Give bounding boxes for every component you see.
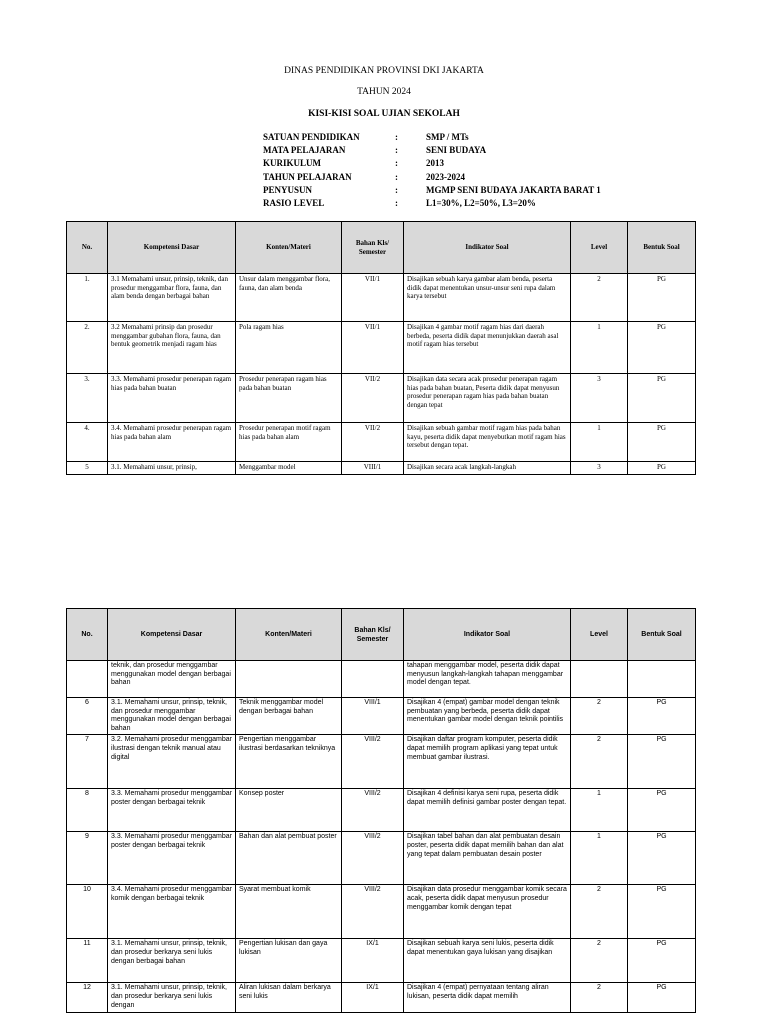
meta-colon: : [395,198,398,209]
meta-colon: : [395,158,398,169]
kompetensi-dasar-cell: 3.2 Memahami prinsip dan prosedur menggambar gubahan flora, fauna, dan bentuk geometrik menjadi ragam hias [108,322,236,374]
table-row [67,274,696,322]
column-header: Kompetensi Dasar [108,222,236,274]
kelas-semester-cell: IX/1 [342,983,404,1013]
materi-cell: Bahan dan alat pembuat poster [236,832,342,885]
meta-colon: : [395,131,398,142]
row-number: 6 [67,698,108,735]
column-header: Indikator Soal [404,222,571,274]
kompetensi-dasar-cell: 3.1 Memahami unsur, prinsip, teknik, dan prosedur menggambar flora, fauna, dan alam benda dengan berbagai bahan [108,274,236,322]
bentuk-soal-cell: PG [628,735,696,789]
document-title: KISI-KISI SOAL UJIAN SEKOLAH [308,109,460,119]
row-number: 9 [67,832,108,885]
indikator-cell: Disajikan sebuah gambar motif ragam hias pada bahan kayu, peserta didik dapat menyebutkan motif ragam hias tersebut dengan tepat. [404,423,571,462]
kompetensi-dasar-cell: 3.1. Memahami unsur, prinsip, teknik, dan prosedur menggambar menggunakan model dengan berbagai bahan [108,698,236,735]
meta-value: L1=30%, L2=50%, L3=20% [426,198,536,209]
bentuk-soal-cell: PG [628,274,696,322]
table-row [67,885,696,939]
indikator-cell: Disajikan 4 (empat) pernyataan tentang aliran lukisan, peserta didik dapat memilih [404,983,571,1013]
column-header: Bahan Kls/ Semester [342,609,404,661]
meta-value: SMP / MTs [426,131,469,142]
meta-block [263,130,601,210]
table-row [67,939,696,983]
level-cell: 2 [571,698,628,735]
materi-cell: Syarat membuat komik [236,885,342,939]
level-cell: 2 [571,274,628,322]
column-header: Konten/Materi [236,609,342,661]
kompetensi-dasar-cell: 3.1. Memahami unsur, prinsip, teknik, dan prosedur berkarya seni lukis dengan [108,983,236,1013]
row-number: 1. [67,274,108,322]
header-line-1: DINAS PENDIDIKAN PROVINSI DKI JAKARTA [284,66,484,76]
materi-cell [236,661,342,698]
kompetensi-dasar-cell: 3.1. Memahami unsur, prinsip, teknik, dan prosedur berkarya seni lukis dengan berbagai bahan [108,939,236,983]
bentuk-soal-cell: PG [628,789,696,832]
level-cell: 2 [571,939,628,983]
meta-colon: : [395,184,398,195]
indikator-cell: Disajikan 4 gambar motif ragam hias dari daerah berbeda, peserta didik dapat menunjukkan daerah asal motif ragam hias tersebut [404,322,571,374]
kelas-semester-cell: VIII/2 [342,832,404,885]
materi-cell: Prosedur penerapan ragam hias pada bahan buatan [236,374,342,423]
meta-value: SENI BUDAYA [426,144,487,155]
column-header: No. [67,222,108,274]
materi-cell: Konsep poster [236,789,342,832]
indikator-cell: Disajikan sebuah karya seni lukis, peserta didik dapat menentukan gaya lukisan yang disajikan [404,939,571,983]
column-header: Kompetensi Dasar [108,609,236,661]
indikator-cell: Disajikan data secara acak prosedur penerapan ragam hias pada bahan buatan, Peserta didik dapat menyusun prosedur penerapan ragam hias pada bahan buatan dengan tepat [404,374,571,423]
row-number: 5 [67,462,108,475]
materi-cell: Prosedur penerapan motif ragam hias pada bahan alam [236,423,342,462]
column-header: Level [571,222,628,274]
kelas-semester-cell: VII/2 [342,374,404,423]
meta-label: MATA PELAJARAN [263,144,346,155]
column-header: Bentuk Soal [628,609,696,661]
indikator-cell: Disajikan secara acak langkah-langkah [404,462,571,475]
meta-value: 2013 [426,158,444,169]
table-row [67,374,696,423]
indikator-cell: Disajikan tabel bahan dan alat pembuatan desain poster, peserta didik dapat memilih bahan dan alat yang tepat dalam pembuatan desain poster [404,832,571,885]
level-cell: 1 [571,789,628,832]
row-number [67,661,108,698]
table-row [67,462,696,475]
bentuk-soal-cell: PG [628,983,696,1013]
table-row [67,735,696,789]
column-header: Bentuk Soal [628,222,696,274]
indikator-cell: Disajikan daftar program komputer, peserta didik dapat memilih program aplikasi yang tepat untuk membuat gambar ilustrasi. [404,735,571,789]
materi-cell: Pengertian lukisan dan gaya lukisan [236,939,342,983]
indikator-cell: tahapan menggambar model, peserta didik dapat menyusun langkah-langkah tahapan menggambar model dengan tepat. [404,661,571,698]
kelas-semester-cell: VIII/2 [342,735,404,789]
meta-label: TAHUN PELAJARAN [263,171,352,182]
table-row [67,423,696,462]
row-number: 11 [67,939,108,983]
row-number: 8 [67,789,108,832]
bentuk-soal-cell: PG [628,885,696,939]
bentuk-soal-cell: PG [628,462,696,475]
kelas-semester-cell: VII/2 [342,423,404,462]
meta-row [263,170,601,183]
kelas-semester-cell: IX/1 [342,939,404,983]
kompetensi-dasar-cell: teknik, dan prosedur menggambar menggunakan model dengan berbagai bahan [108,661,236,698]
level-cell: 2 [571,885,628,939]
meta-value: MGMP SENI BUDAYA JAKARTA BARAT 1 [426,184,601,195]
column-header: Konten/Materi [236,222,342,274]
kelas-semester-cell: VIII/2 [342,789,404,832]
bentuk-soal-cell [628,661,696,698]
level-cell: 1 [571,423,628,462]
meta-row [263,196,601,209]
table-row [67,322,696,374]
kompetensi-dasar-cell: 3.4. Memahami prosedur menggambar komik dengan berbagai teknik [108,885,236,939]
column-header: Level [571,609,628,661]
level-cell [571,661,628,698]
kompetensi-dasar-cell: 3.2. Memahami prosedur menggambar ilustrasi dengan teknik manual atau digital [108,735,236,789]
kelas-semester-cell: VII/1 [342,322,404,374]
row-number: 10 [67,885,108,939]
meta-label: RASIO LEVEL [263,198,325,209]
materi-cell: Unsur dalam menggambar flora, fauna, dan alam benda [236,274,342,322]
level-cell: 1 [571,322,628,374]
indikator-cell: Disajikan 4 definisi karya seni rupa, peserta didik dapat memilih definisi gambar poster dengan tepat. [404,789,571,832]
materi-cell: Pengertian menggambar ilustrasi berdasarkan tekniknya [236,735,342,789]
bentuk-soal-cell: PG [628,939,696,983]
meta-row [263,183,601,196]
row-number: 12 [67,983,108,1013]
kelas-semester-cell: VIII/1 [342,462,404,475]
level-cell: 3 [571,462,628,475]
meta-label: KURIKULUM [263,158,321,169]
kompetensi-dasar-cell: 3.1. Memahami unsur, prinsip, [108,462,236,475]
kompetensi-dasar-cell: 3.3. Memahami prosedur menggambar poster dengan berbagai teknik [108,789,236,832]
materi-cell: Aliran lukisan dalam berkarya seni lukis [236,983,342,1013]
materi-cell: Pola ragam hias [236,322,342,374]
meta-label: PENYUSUN [263,184,313,195]
column-header: No. [67,609,108,661]
column-header: Indikator Soal [404,609,571,661]
table-row [67,983,696,1013]
row-number: 4. [67,423,108,462]
kelas-semester-cell: VIII/2 [342,885,404,939]
meta-value: 2023-2024 [426,171,465,182]
bentuk-soal-cell: PG [628,374,696,423]
table-row [67,832,696,885]
grid-table-1 [66,221,696,475]
bentuk-soal-cell: PG [628,832,696,885]
meta-colon: : [395,171,398,182]
materi-cell: Teknik menggambar model dengan berbagai bahan [236,698,342,735]
bentuk-soal-cell: PG [628,698,696,735]
kelas-semester-cell: VIII/1 [342,698,404,735]
materi-cell: Menggambar model [236,462,342,475]
level-cell: 3 [571,374,628,423]
grid-table-2 [66,608,696,1013]
bentuk-soal-cell: PG [628,423,696,462]
meta-colon: : [395,144,398,155]
indikator-cell: Disajikan data prosedur menggambar komik secara acak, peserta didik dapat menyusun prosedur menggambar komik dengan tepat [404,885,571,939]
row-number: 7 [67,735,108,789]
kompetensi-dasar-cell: 3.3. Memahami prosedur penerapan ragam hias pada bahan buatan [108,374,236,423]
column-header: Bahan Kls/ Semester [342,222,404,274]
kelas-semester-cell: VII/1 [342,274,404,322]
level-cell: 2 [571,983,628,1013]
row-number: 2. [67,322,108,374]
meta-row [263,157,601,170]
table-row [67,661,696,698]
row-number: 3. [67,374,108,423]
meta-label: SATUAN PENDIDIKAN [263,131,360,142]
header-line-2: TAHUN 2024 [357,87,411,97]
table-row [67,789,696,832]
kelas-semester-cell [342,661,404,698]
table-row [67,698,696,735]
meta-row [263,143,601,156]
meta-row [263,130,601,143]
level-cell: 2 [571,735,628,789]
indikator-cell: Disajikan sebuah karya gambar alam benda, peserta didik dapat menentukan unsur-unsur seni rupa dalam karya tersebut [404,274,571,322]
bentuk-soal-cell: PG [628,322,696,374]
kompetensi-dasar-cell: 3.4. Memahami prosedur penerapan ragam hias pada bahan alam [108,423,236,462]
indikator-cell: Disajikan 4 (empat) gambar model dengan teknik pembuatan yang berbeda, peserta didik dapat menentukan gambar model dengan teknik pointilis [404,698,571,735]
level-cell: 1 [571,832,628,885]
kompetensi-dasar-cell: 3.3. Memahami prosedur menggambar poster dengan berbagai teknik [108,832,236,885]
